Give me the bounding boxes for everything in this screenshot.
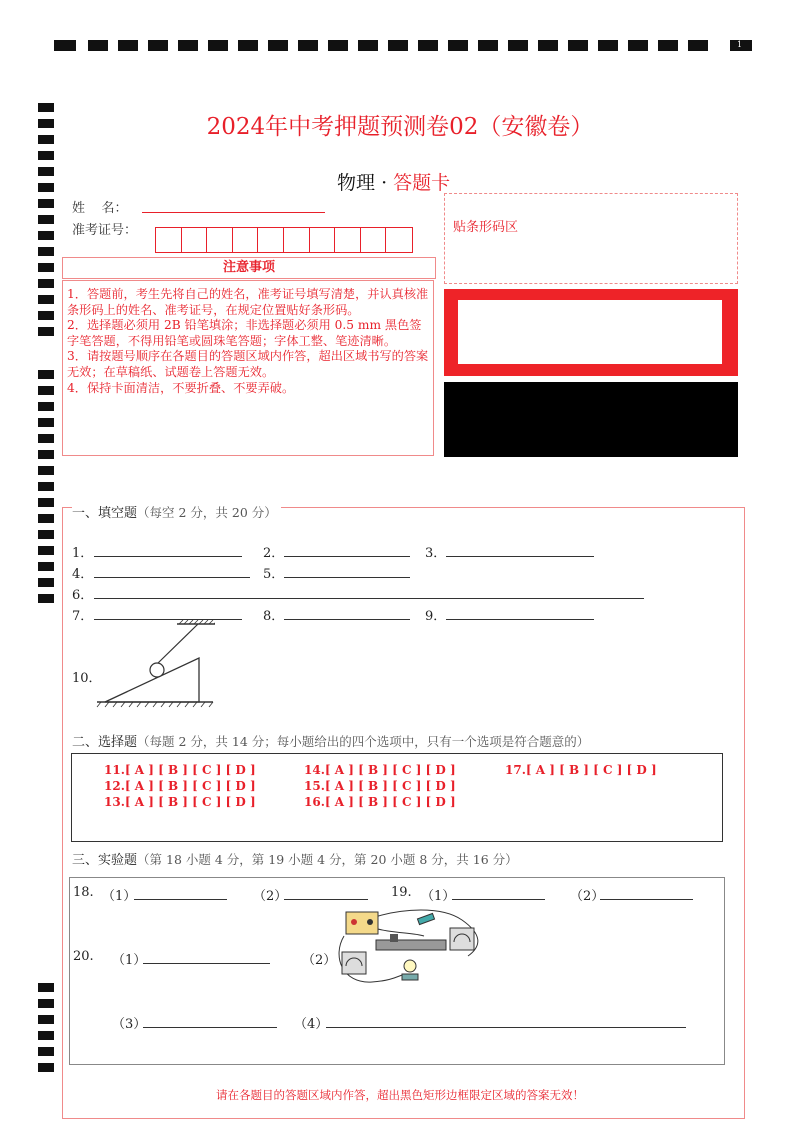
choice-q12[interactable] bbox=[104, 779, 256, 793]
q20-sub3-label: （3） bbox=[112, 1017, 147, 1032]
choice-q14[interactable] bbox=[304, 763, 456, 777]
q9-answer-line[interactable] bbox=[446, 606, 594, 620]
section3-heading bbox=[72, 849, 518, 868]
id-digit-box[interactable] bbox=[361, 228, 387, 252]
notice-box bbox=[62, 280, 434, 456]
choice-q15[interactable] bbox=[304, 779, 456, 793]
q19-2-answer-line[interactable] bbox=[600, 886, 693, 900]
incline-diagram bbox=[95, 618, 215, 708]
exam-id-boxes[interactable] bbox=[155, 227, 413, 253]
choice-q15-num: 15. bbox=[304, 779, 325, 793]
subtitle bbox=[337, 168, 450, 195]
q20-4-answer-line[interactable] bbox=[326, 1014, 686, 1028]
choice-q13-num: 13. bbox=[104, 795, 125, 809]
q3-answer-line[interactable] bbox=[446, 543, 594, 557]
redacted-box bbox=[444, 382, 738, 457]
choice-q17-options[interactable]: [ A ] [ B ] [ C ] [ D ] bbox=[525, 763, 657, 777]
page-title: 2024年中考押题预测卷02（安徽卷） bbox=[206, 114, 594, 140]
choice-q17-num: 17. bbox=[505, 763, 526, 777]
absent-mark-box bbox=[444, 289, 738, 376]
name-label: 姓 名： bbox=[72, 201, 128, 216]
q7-label: 7． bbox=[72, 609, 94, 624]
choice-q16-options[interactable]: [ A ] [ B ] [ C ] [ D ] bbox=[324, 795, 456, 809]
q20-sub2-label: （2） bbox=[302, 953, 337, 968]
choice-q11[interactable] bbox=[104, 763, 256, 777]
subject-label: 物理 bbox=[337, 172, 376, 194]
q2-label: 2． bbox=[263, 546, 285, 561]
choice-q14-num: 14. bbox=[304, 763, 325, 777]
q20-3-answer-line[interactable] bbox=[143, 1014, 277, 1028]
q19-sub1-label: （1） bbox=[421, 889, 456, 904]
q6-answer-line[interactable] bbox=[94, 585, 644, 599]
q5-answer-line[interactable] bbox=[284, 564, 410, 578]
id-digit-box[interactable] bbox=[386, 228, 412, 252]
q4-label: 4． bbox=[72, 567, 94, 582]
id-digit-box[interactable] bbox=[284, 228, 310, 252]
choice-q16[interactable] bbox=[304, 795, 456, 809]
q9-label: 9． bbox=[425, 609, 447, 624]
choice-q14-options[interactable]: [ A ] [ B ] [ C ] [ D ] bbox=[324, 763, 456, 777]
footer-warning: 请在各题目的答题区域内作答，超出黑色矩形边框限定区域的答案无效！ bbox=[216, 1088, 584, 1102]
section2-title: 二、选择题 bbox=[72, 735, 138, 750]
choice-q17[interactable] bbox=[505, 763, 657, 777]
subtitle-dot: · bbox=[381, 172, 388, 194]
q20-label: 20. bbox=[73, 949, 94, 964]
card-label: 答题卡 bbox=[393, 172, 451, 194]
q18-2-answer-line[interactable] bbox=[284, 886, 368, 900]
choice-q13-options[interactable]: [ A ] [ B ] [ C ] [ D ] bbox=[124, 795, 256, 809]
section3-title: 三、实验题 bbox=[72, 853, 138, 868]
circuit-diagram bbox=[332, 906, 482, 988]
notice-heading: 注意事项 bbox=[62, 257, 436, 279]
q10-label: 10． bbox=[72, 671, 102, 686]
q18-label: 18. bbox=[73, 885, 94, 900]
q5-label: 5． bbox=[263, 567, 285, 582]
choice-q11-options[interactable]: [ A ] [ B ] [ C ] [ D ] bbox=[124, 763, 256, 777]
q19-label: 19. bbox=[391, 885, 412, 900]
q4-answer-line[interactable] bbox=[94, 564, 250, 578]
choice-q12-options[interactable]: [ A ] [ B ] [ C ] [ D ] bbox=[124, 779, 256, 793]
section3-note: （第 18 小题 4 分，第 19 小题 4 分，第 20 小题 8 分，共 16 分） bbox=[137, 852, 518, 867]
page-number: 1 bbox=[737, 40, 743, 49]
q20-1-answer-line[interactable] bbox=[143, 950, 270, 964]
q8-answer-line[interactable] bbox=[284, 606, 410, 620]
id-digit-box[interactable] bbox=[258, 228, 284, 252]
choice-q11-num: 11. bbox=[104, 763, 125, 777]
q1-answer-line[interactable] bbox=[94, 543, 242, 557]
section1-note: （每空 2 分，共 20 分） bbox=[137, 505, 277, 520]
name-field[interactable] bbox=[142, 198, 325, 213]
notice-item: 3．请按题号顺序在各题目的答题区域内作答，超出区域书写的答案无效；在草稿纸、试题卷上答题无效。 bbox=[67, 349, 429, 379]
id-digit-box[interactable] bbox=[335, 228, 361, 252]
q18-sub1-label: （1） bbox=[102, 889, 137, 904]
notice-item: 2．选择题必须用 2B 铅笔填涂；非选择题必须用 0.5 mm 黑色签字笔答题，不得用铅笔或圆珠笔答题；字体工整、笔迹清晰。 bbox=[67, 318, 422, 348]
q8-label: 8． bbox=[263, 609, 285, 624]
section1-title: 一、填空题 bbox=[72, 506, 138, 521]
id-digit-box[interactable] bbox=[182, 228, 208, 252]
section2-heading bbox=[72, 731, 589, 750]
id-digit-box[interactable] bbox=[156, 228, 182, 252]
q18-sub2-label: （2） bbox=[253, 889, 288, 904]
choice-q13[interactable] bbox=[104, 795, 256, 809]
choice-q12-num: 12. bbox=[104, 779, 125, 793]
exam-id-label: 准考证号： bbox=[72, 223, 138, 238]
q6-label: 6． bbox=[72, 588, 94, 603]
q20-sub4-label: （4） bbox=[294, 1017, 329, 1032]
q20-sub1-label: （1） bbox=[112, 953, 147, 968]
id-digit-box[interactable] bbox=[233, 228, 259, 252]
q1-label: 1． bbox=[72, 546, 94, 561]
notice-item: 1．答题前，考生先将自己的姓名，准考证号填写清楚，并认真核准条形码上的姓名、准考证号，在规定位置贴好条形码。 bbox=[67, 287, 429, 317]
q19-1-answer-line[interactable] bbox=[452, 886, 545, 900]
id-digit-box[interactable] bbox=[310, 228, 336, 252]
section2-note: （每题 2 分，共 14 分；每小题给出的四个选项中，只有一个选项是符合题意的） bbox=[137, 734, 590, 749]
q19-sub2-label: （2） bbox=[570, 889, 605, 904]
choice-q15-options[interactable]: [ A ] [ B ] [ C ] [ D ] bbox=[324, 779, 456, 793]
notice-item: 4．保持卡面清洁，不要折叠、不要弄破。 bbox=[67, 380, 295, 395]
choice-q16-num: 16. bbox=[304, 795, 325, 809]
q18-1-answer-line[interactable] bbox=[134, 886, 227, 900]
q2-answer-line[interactable] bbox=[284, 543, 410, 557]
barcode-label: 贴条形码区 bbox=[453, 220, 519, 235]
q3-label: 3． bbox=[425, 546, 447, 561]
section1-heading bbox=[72, 502, 281, 521]
id-digit-box[interactable] bbox=[207, 228, 233, 252]
barcode-area bbox=[444, 193, 738, 284]
